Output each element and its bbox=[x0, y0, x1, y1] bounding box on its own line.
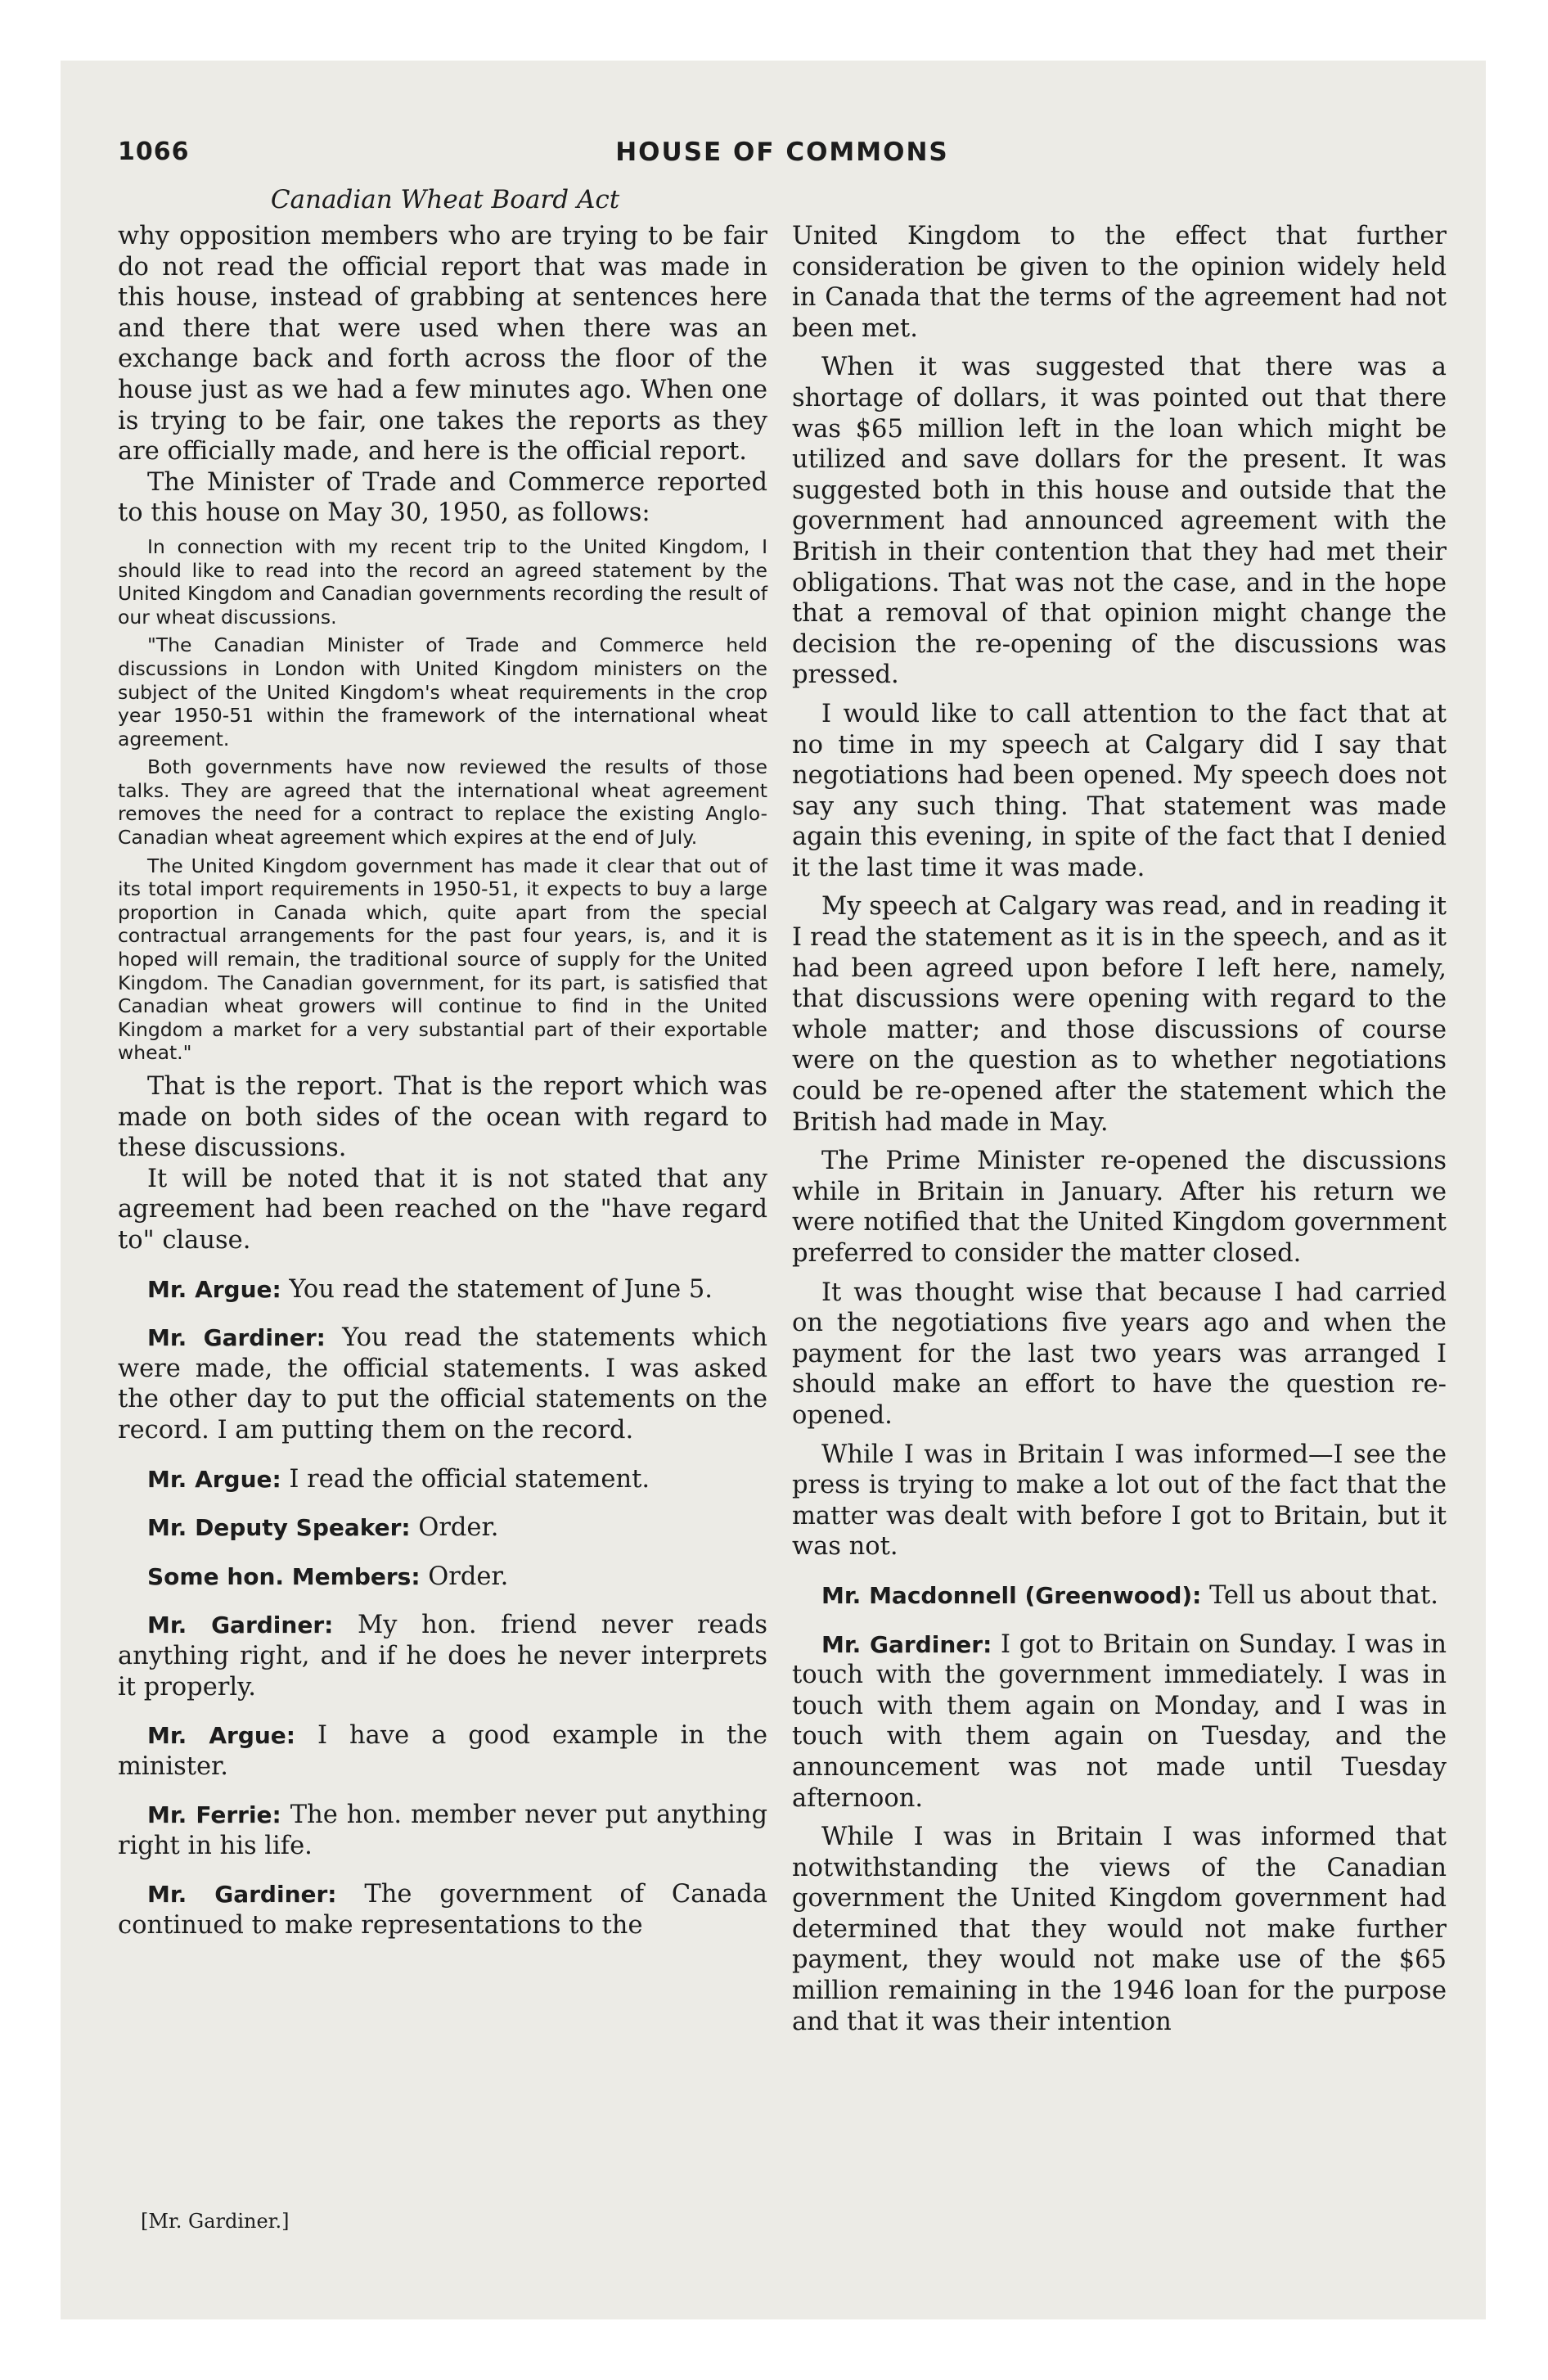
paragraph: My speech at Calgary was read, and in reading it I read the statement as it is in the speech, and as it had been agreed upon before I left here, namely, that discussions were opening with regard to the whole matter; and those discussions of course were on the question as to whether negotiations could be re-opened after the statement which the British had made in May. bbox=[792, 892, 1447, 1137]
speech-text: My hon. friend never reads anything right, and if he does he never interprets it properly. bbox=[118, 1611, 767, 1702]
speaker-name: Mr. Deputy Speaker: bbox=[147, 1514, 411, 1542]
speech-text: I read the official statement. bbox=[281, 1464, 650, 1494]
paragraph: The Minister of Trade and Commerce reported to this house on May 30, 1950, as follows: bbox=[118, 467, 767, 528]
subject-heading: Canadian Wheat Board Act bbox=[270, 185, 620, 214]
speaker-name: Mr. Macdonnell (Greenwood): bbox=[821, 1581, 1202, 1609]
paragraph: United Kingdom to the effect that further consideration be given to the opinion widely held in Canada that the terms of the agreement had not been met. bbox=[792, 222, 1447, 343]
speech bbox=[118, 1464, 767, 1495]
paragraph: why opposition members who are trying to be fair do not read the official report that was made in this house, instead of grabbing at sentences here and there that were used when there was an exchange back and forth across the floor of the house just as we had a few minutes ago. When one is trying to be fair, one takes the reports as they are officially made, and here is the official report. bbox=[118, 222, 767, 467]
speech bbox=[118, 1610, 767, 1702]
quote-paragraph: "The Canadian Minister of Trade and Commerce held discussions in London with United Kingdom ministers on the subject of the United Kingdom's wheat requirements in the crop year 1950-51 within the framework of the international wheat agreement. bbox=[118, 633, 767, 751]
paragraph: While I was in Britain I was informed that notwithstanding the views of the Canadian government the United Kingdom government had determined that they would not make further payment, they would not make use of the $65 million remaining in the 1946 loan for the purpose and that it was their intention bbox=[792, 1823, 1447, 2036]
speaker-name: Mr. Argue: bbox=[147, 1275, 281, 1303]
speaker-name: Mr. Gardiner: bbox=[821, 1630, 992, 1658]
speech-text: The government of Canada continued to make representations to the bbox=[118, 1880, 767, 1941]
speech-text: Tell us about that. bbox=[1201, 1580, 1439, 1610]
speech-text: I got to Britain on Sunday. I was in touch with the government immediately. I was in touch with them again on Monday, and I was in touch with them again on Tuesday, and the announcement was not made until Tuesday afternoon. bbox=[792, 1629, 1447, 1813]
speech-text: Order. bbox=[410, 1513, 499, 1543]
speaker-name: Mr. Gardiner: bbox=[147, 1324, 326, 1352]
speaker-name: Mr. Gardiner: bbox=[147, 1611, 334, 1639]
speech bbox=[118, 1800, 767, 1861]
speech bbox=[118, 1720, 767, 1782]
paragraph: That is the report. That is the report which was made on both sides of the ocean with regard to these discussions. bbox=[118, 1072, 767, 1163]
paragraph: The Prime Minister re-opened the discussions while in Britain in January. After his return we were notified that the United Kingdom government preferred to consider the matter closed. bbox=[792, 1147, 1447, 1268]
speech-text: Order. bbox=[420, 1562, 509, 1591]
speech bbox=[118, 1512, 767, 1544]
speaker-name: Mr. Argue: bbox=[147, 1722, 295, 1750]
speaker-name: Mr. Argue: bbox=[147, 1465, 281, 1493]
quote-paragraph: In connection with my recent trip to the United Kingdom, I should like to read into the record an agreed statement by the United Kingdom and Canadian governments recording the result of our wheat discussions. bbox=[118, 534, 767, 629]
speech-text: I have a good example in the minister. bbox=[118, 1721, 767, 1781]
running-head: HOUSE OF COMMONS bbox=[615, 137, 949, 167]
paragraph: When it was suggested that there was a shortage of dollars, it was pointed out that there was $65 million left in the loan which might be utilized and save dollars for the present. It was suggested both in this house and outside that the government had announced agreement with the British in their contention that they had met their obligations. That was not the case, and in the hope that a removal of that opinion might change the decision the re-opening of the discussions was pressed. bbox=[792, 353, 1447, 690]
page-header bbox=[118, 137, 1447, 183]
speech-text: The hon. member never put anything right in his life. bbox=[118, 1801, 767, 1860]
speech bbox=[118, 1562, 767, 1593]
page-number: 1066 bbox=[118, 137, 190, 166]
quote-paragraph: Both governments have now reviewed the results of those talks. They are agreed that the international wheat agreement removes the need for a contract to replace the existing Anglo-Canadian wheat agreement which expires at the end of July. bbox=[118, 755, 767, 850]
speech bbox=[118, 1879, 767, 1941]
speech bbox=[792, 1629, 1447, 1814]
paragraph: It will be noted that it is not stated that any agreement had been reached on the "have regard to" clause. bbox=[118, 1164, 767, 1255]
left-column bbox=[118, 221, 767, 1941]
quoted-statement bbox=[118, 535, 767, 1065]
speech bbox=[792, 1580, 1447, 1611]
right-column bbox=[792, 221, 1447, 2037]
speaker-name: Mr. Ferrie: bbox=[147, 1801, 281, 1829]
speech bbox=[118, 1323, 767, 1445]
speech-text: You read the statements which were made, the official statements. I was asked the other day to put the official statements on the record. I am putting them on the record. bbox=[118, 1323, 768, 1445]
paragraph: While I was in Britain I was informed—I see the press is trying to make a lot out of the fact that the matter was dealt with before I got to Britain, but it was not. bbox=[792, 1440, 1447, 1562]
speech bbox=[118, 1274, 767, 1305]
speech-text: You read the statement of June 5. bbox=[281, 1274, 713, 1304]
speaker-name: Mr. Gardiner: bbox=[147, 1881, 337, 1909]
speaker-name: Some hon. Members: bbox=[147, 1562, 421, 1590]
page-footer: [Mr. Gardiner.] bbox=[141, 2210, 290, 2233]
quote-paragraph: The United Kingdom government has made it clear that out of its total import requirements in 1950-51, it expects to buy a large proportion in Canada which, quite apart from the special contractual arrangements for the past four years, is, and it is hoped will remain, the traditional source of supply for the United Kingdom. The Canadian government, for its part, is satisfied that Canadian wheat growers will continue to find in the United Kingdom a market for a very substantial part of their exportable wheat." bbox=[118, 854, 767, 1065]
paragraph: I would like to call attention to the fact that at no time in my speech at Calgary did I say that negotiations had been opened. My speech does not say any such thing. That statement was made again this evening, in spite of the fact that I denied it the last time it was made. bbox=[792, 699, 1447, 882]
paragraph: It was thought wise that because I had carried on the negotiations five years ago and when the payment for the last two years was arranged I should make an effort to have the question re-opened. bbox=[792, 1278, 1447, 1430]
